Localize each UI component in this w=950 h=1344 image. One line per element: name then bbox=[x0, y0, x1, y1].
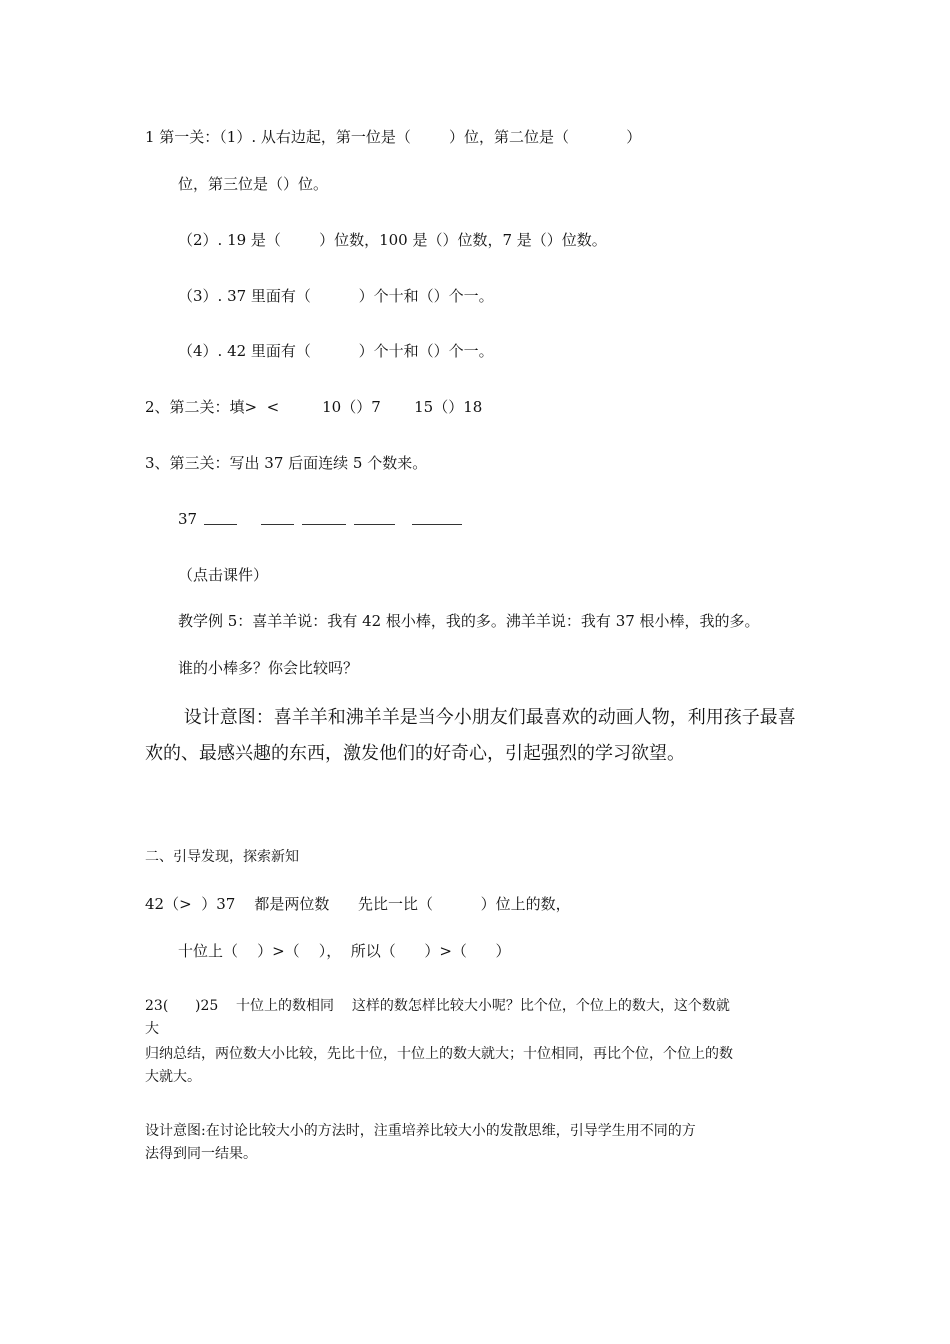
blank-line-1 bbox=[204, 524, 237, 525]
compare-line1: 42（> ）37 都是两位数 先比一比（ ）位上的数， bbox=[145, 895, 571, 913]
design-intent-1-line1: 设计意图：喜羊羊和沸羊羊是当今小朋友们最喜欢的动画人物，利用孩子最喜 bbox=[178, 707, 796, 728]
level1-question1-line2: 位，第三位是（）位。 bbox=[178, 175, 329, 193]
section2-heading: 二、引导发现，探索新知 bbox=[145, 849, 299, 865]
level1-question3: （3）. 37 里面有（ ）个十和（）个一。 bbox=[178, 287, 494, 305]
level1-question1-line1: 1 第一关：（1）. 从右边起，第一位是（ ）位，第二位是（ ） bbox=[145, 128, 642, 146]
summary-line2: 大就大。 bbox=[145, 1069, 201, 1085]
design-intent-2-line1: 设计意图:在讨论比较大小的方法时，注重培养比较大小的发散思维，引导学生用不同的方 bbox=[145, 1123, 696, 1139]
compare-line3: 23( )25 十位上的数相同 这样的数怎样比较大小呢？比个位，个位上的数大，这个数就 bbox=[145, 998, 730, 1014]
level3-instruction: 3、第三关：写出 37 后面连续 5 个数来。 bbox=[145, 454, 428, 472]
start-number: 37 bbox=[178, 510, 198, 528]
design-intent-2-line2: 法得到同一结果。 bbox=[145, 1146, 257, 1162]
blank-line-4 bbox=[354, 524, 395, 525]
blank-line-5 bbox=[412, 524, 462, 525]
compare-line3-continuation: 大 bbox=[145, 1021, 159, 1037]
design-intent-1-line2: 欢的、最感兴趣的东西，激发他们的好奇心，引起强烈的学习欲望。 bbox=[145, 743, 685, 764]
level2-compare: 2、第二关：填> < 10（）7 15（）18 bbox=[145, 398, 483, 416]
blank-line-3 bbox=[302, 524, 346, 525]
compare-line2: 十位上（ ）>（ ）， 所以（ ）>（ ） bbox=[178, 942, 511, 960]
summary-line1: 归纳总结，两位数大小比较，先比十位，十位上的数大就大；十位相同，再比个位，个位上的数 bbox=[145, 1046, 733, 1062]
level1-question2: （2）. 19 是（ ）位数，100 是（）位数，7 是（）位数。 bbox=[178, 231, 607, 249]
click-note: （点击课件） bbox=[178, 566, 269, 584]
blank-line-2 bbox=[261, 524, 294, 525]
question-text: 谁的小棒多？你会比较吗？ bbox=[178, 659, 359, 677]
example5-text: 教学例 5：喜羊羊说：我有 42 根小棒，我的多。沸羊羊说：我有 37 根小棒，我的多。 bbox=[178, 612, 760, 630]
level1-question4: （4）. 42 里面有（ ）个十和（）个一。 bbox=[178, 342, 494, 360]
